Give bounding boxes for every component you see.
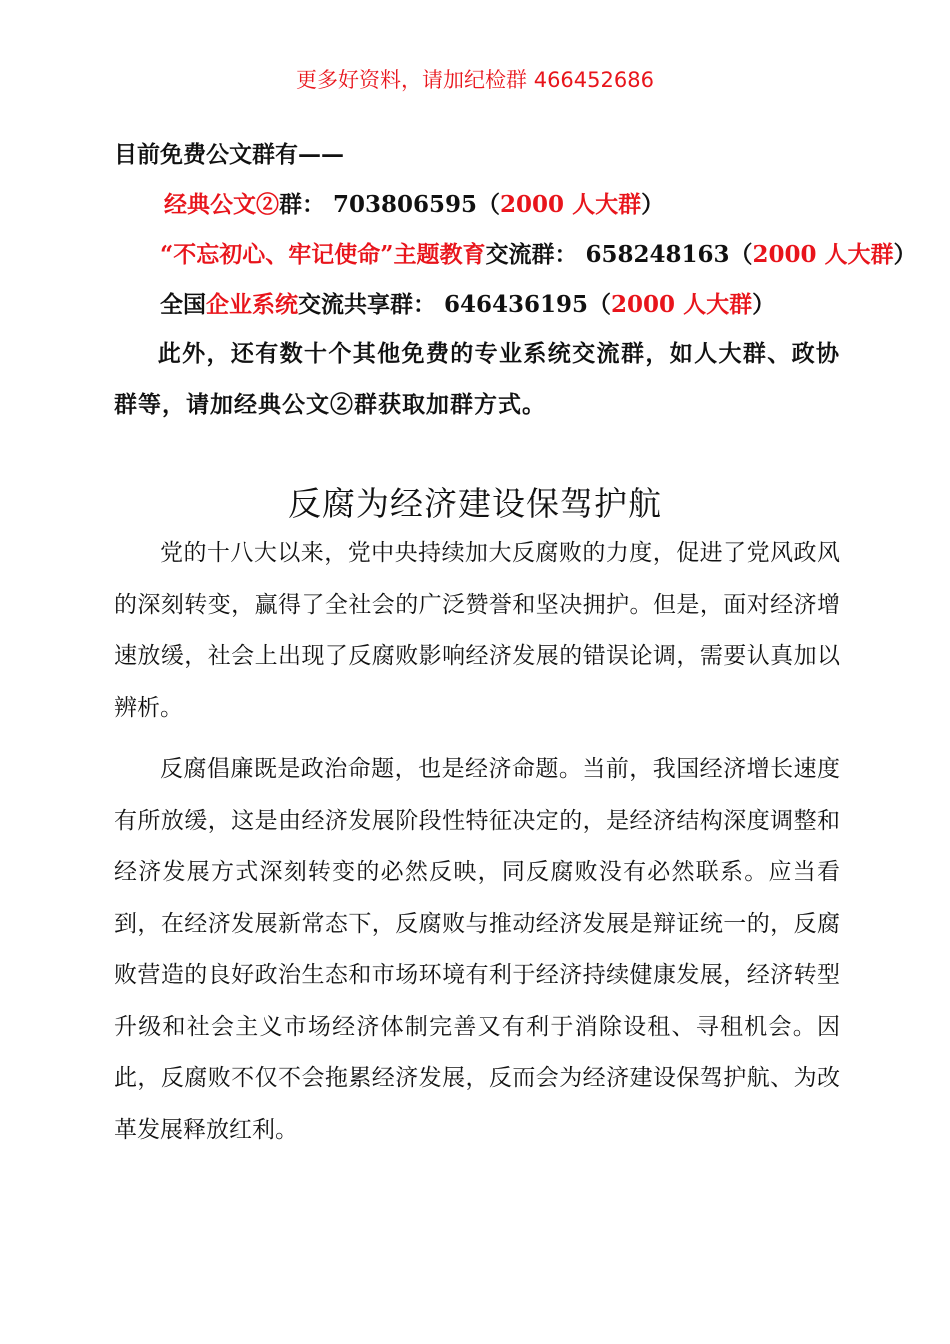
- group-line-3: [160, 286, 775, 319]
- group3-prefix: 全国: [160, 291, 206, 318]
- group2-paren-open: （: [729, 241, 753, 268]
- group2-number: 658248163: [585, 241, 730, 268]
- group1-paren-close: ）: [641, 191, 665, 218]
- group1-size: 2000 人大群: [500, 191, 642, 218]
- group2-name: “不忘初心、牢记使命”主题教育: [160, 241, 486, 268]
- group2-suffix: 交流群：: [485, 241, 578, 268]
- article-paragraph-2: 反腐倡廉既是政治命题，也是经济命题。当前，我国经济增长速度有所放缓，这是由经济发展阶段性特征决定的，是经济结构深度调整和经济发展方式深刻转变的必然反映，同反腐败没有必然联系。应当看到，在经济发展新常态下，反腐败与推动经济发展是辩证统一的，反腐败营造的良好政治生态和市场环境有利于经济持续健康发展，经济转型升级和社会主义市场经济体制完善又有利于消除设租、寻租机会。因此，反腐败不仅不会拖累经济发展，反而会为经济建设保驾护航、为改革发展释放红利。: [114, 756, 840, 1143]
- group2-paren-close: ）: [893, 241, 917, 268]
- group3-size: 2000 人大群: [611, 291, 753, 318]
- article-paragraph-1: 党的十八大以来，党中央持续加大反腐败的力度，促进了党风政风的深刻转变，赢得了全社会的广泛赞誉和坚决拥护。但是，面对经济增速放缓，社会上出现了反腐败影响经济发展的错误论调，需要认真加以辨析。: [114, 540, 840, 721]
- group3-paren-open: （: [588, 291, 612, 318]
- group-line-1: [164, 186, 664, 219]
- group3-suffix: 交流共享群：: [298, 291, 436, 318]
- groups-heading: 目前免费公文群有——: [114, 141, 344, 168]
- group2-size: 2000 人大群: [752, 241, 894, 268]
- group3-paren-close: ）: [752, 291, 776, 318]
- notice-text: 此外，还有数十个其他免费的专业系统交流群，如人大群、政协群等，请加经典公文②群获取加群方式。: [114, 340, 840, 418]
- group1-name: 经典公文②: [164, 191, 279, 218]
- group1-suffix: 群：: [279, 191, 325, 218]
- group1-paren-open: （: [477, 191, 501, 218]
- article-title: 反腐为经济建设保驾护航: [288, 484, 662, 523]
- banner-text: 更多好资料，请加纪检群 466452686: [296, 68, 654, 92]
- group3-number: 646436195: [444, 291, 589, 318]
- group3-name: 企业系统: [206, 291, 298, 318]
- group-line-2: [160, 236, 917, 269]
- group1-number: 703806595: [333, 191, 478, 218]
